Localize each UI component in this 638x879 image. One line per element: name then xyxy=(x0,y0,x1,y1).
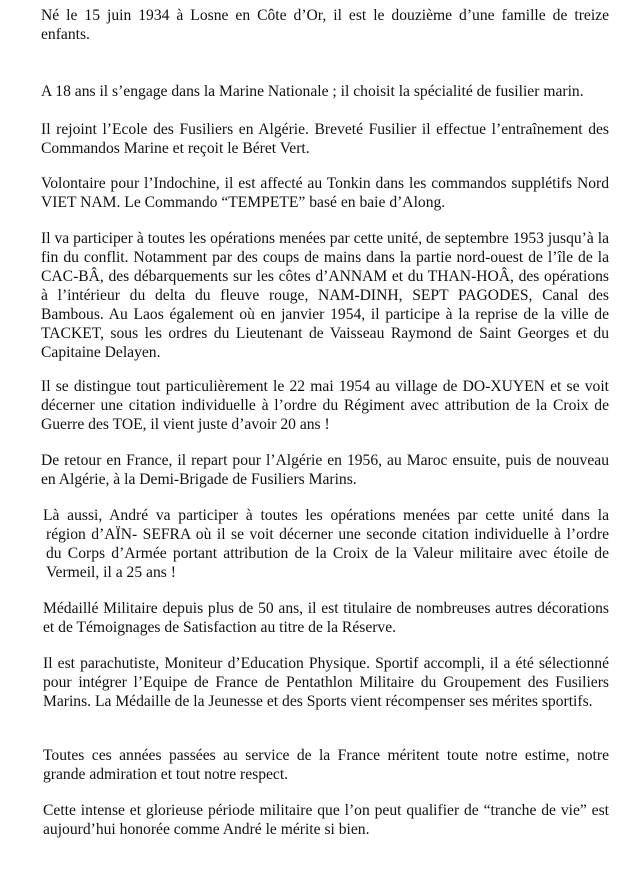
paragraph-fusiliers-school: Il rejoint l’Ecole des Fusiliers en Algérie. Breveté Fusilier il effectue l’entraînement des Commandos Marine et reçoit le Béret Vert. xyxy=(41,121,609,157)
paragraph-ain-sefra-line-1: Là aussi, André va participer à toutes les opérations menées par cette unité dans la xyxy=(43,507,609,524)
paragraph-ain-sefra-line-2: région d’AÏN- SEFRA où il se voit décerner une seconde citation individuelle à l’ordre xyxy=(46,526,609,543)
paragraph-do-xuyen-citation: Il se distingue tout particulièrement le 22 mai 1954 au village de DO-XUYEN et se voit décerner une citation individuelle à l’ordre du Régiment avec attribution de la Croix de Guerre des TOE, il vient juste d’avoir 20 ans ! xyxy=(41,378,609,433)
paragraph-return-algeria: De retour en France, il repart pour l’Algérie en 1956, au Maroc ensuite, puis de nouveau en Algérie, à la Demi-Brigade de Fusiliers Marins. xyxy=(41,452,609,488)
paragraph-admiration: Toutes ces années passées au service de la France méritent toute notre estime, notre grande admiration et tout notre respect. xyxy=(43,747,609,783)
paragraph-indochina: Volontaire pour l’Indochine, il est affecté au Tonkin dans les commandos supplétifs Nord VIET NAM. Le Commando “TEMPETE” basé en baie d’Along. xyxy=(41,175,609,211)
paragraph-ain-sefra xyxy=(43,506,609,582)
paragraph-ain-sefra-line-4: Vermeil, il a 25 ans ! xyxy=(46,564,176,581)
paragraph-closing: Cette intense et glorieuse période militaire que l’on peut qualifier de “tranche de vie” est aujourd’hui honorée comme André le mérite si bien. xyxy=(43,802,609,838)
paragraph-ain-sefra-line-3: du Corps d’Armée portant attribution de la Croix de la Valeur militaire avec étoile de xyxy=(46,545,609,562)
paragraph-operations-indochina: Il va participer à toutes les opérations menées par cette unité, de septembre 1953 jusqu’à la fin du conflit. Notamment par des coups de mains dans la partie nord-ouest de l’île de la CAC-BÂ, des débarquements sur les côtes d’ANNAM et du THAN-HOÂ, des opérations à l’intérieur du delta du fleuve rouge, NAM-DINH, SEPT PAGODES, Canal des Bambous. Au Laos également où en janvier 1954, il participe à la reprise de la ville de TACKET, sous les ordres du Lieutenant de Vaisseau Raymond de Saint Georges et du Capitaine Delayen. xyxy=(41,230,609,361)
paragraph-enlistment: A 18 ans il s’engage dans la Marine Nationale ; il choisit la spécialité de fusilier marin. xyxy=(41,83,584,100)
paragraph-sports: Il est parachutiste, Moniteur d’Education Physique. Sportif accompli, il a été sélectionné pour intégrer l’Equipe de France de Pentathlon Militaire du Groupement des Fusiliers Marins. La Médaille de la Jeunesse et des Sports vient récompenser ses mérites sportifs. xyxy=(43,655,609,710)
paragraph-decorations: Médaillé Militaire depuis plus de 50 ans, il est titulaire de nombreuses autres décorations et de Témoignages de Satisfaction au titre de la Réserve. xyxy=(43,600,609,636)
paragraph-birth: Né le 15 juin 1934 à Losne en Côte d’Or, il est le douzième d’une famille de treize enfants. xyxy=(41,7,609,43)
